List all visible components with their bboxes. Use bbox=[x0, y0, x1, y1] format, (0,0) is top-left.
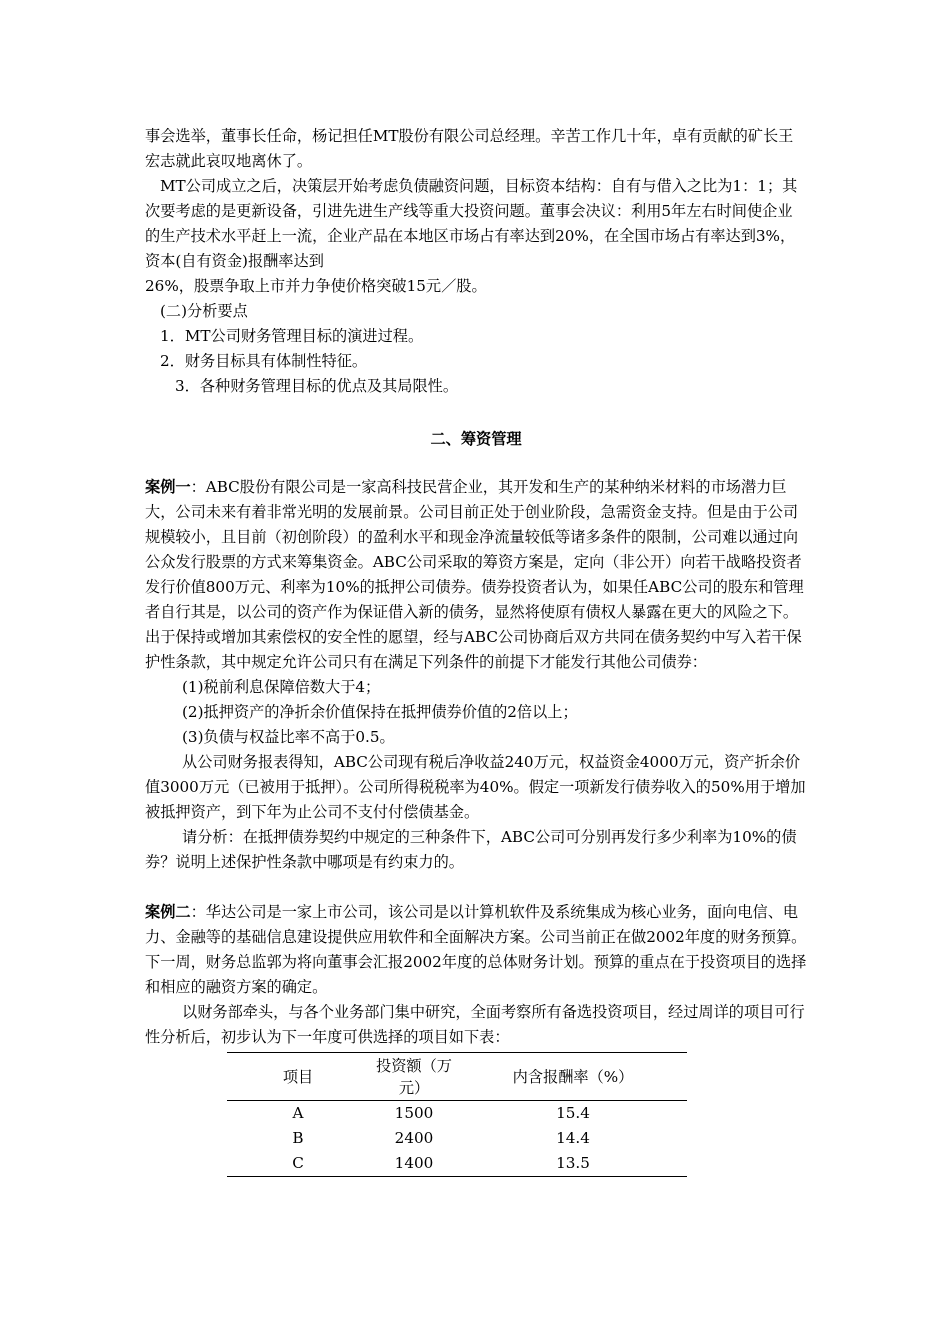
table-cell: B bbox=[292, 1129, 304, 1147]
case-2-label: 案例二 bbox=[145, 903, 191, 921]
case-1-intro bbox=[145, 475, 807, 675]
analysis-title: (二)分析要点 bbox=[160, 302, 248, 320]
section-heading: 二、筹资管理 bbox=[430, 430, 522, 448]
case-1-detail: 从公司财务报表得知，ABC公司现有税后净收益240万元，权益资金4000万元，资产折余价值3000万元（已被用于抵押）。公司所得税税率为40%。假定一项新发行债券收入的50%用于增加被抵押资产，到下年为止公司不支付付偿债基金。 bbox=[145, 753, 806, 821]
paragraph-1: 事会选举，董事长任命，杨记担任MT股份有限公司总经理。辛苦工作几十年，卓有贡献的矿长王宏志就此哀叹地离休了。 bbox=[145, 127, 794, 170]
document-page bbox=[145, 124, 807, 1177]
table-header-project: 项目 bbox=[227, 1053, 369, 1101]
analysis-point-2: 2．财务目标具有体制性特征。 bbox=[160, 352, 368, 370]
project-table bbox=[227, 1052, 687, 1177]
table-cell: 14.4 bbox=[556, 1129, 590, 1147]
case-1-text: ：ABC股份有限公司是一家高科技民营企业，其开发和生产的某种纳米材料的市场潜力巨大，公司未来有着非常光明的发展前景。公司目前正处于创业阶段，急需资金支持。但是由于公司规模较小，且目前（初创阶段）的盈利水平和现金净流量较低等诸多条件的限制，公司难以通过向公众发行股票的方式来筹集资金。ABC公司采取的筹资方案是，定向（非公开）向若干战略投资者发行价值800万元、利率为10%的抵押公司债券。债券投资者认为，如果任ABC公司的股东和管理者自行其是，以公司的资产作为保证借入新的债务，显然将使原有债权人暴露在更大的风险之下。出于保持或增加其索偿权的安全性的愿望，经与ABC公司协商后双方共同在债务契约中写入若干保护性条款，其中规定允许公司只有在满足下列条件的前提下才能发行其他公司债券： bbox=[145, 478, 804, 671]
case-2-text: ：华达公司是一家上市公司，该公司是以计算机软件及系统集成为核心业务，面向电信、电力、金融等的基础信息建设提供应用软件和全面解决方案。公司当前正在做2002年度的财务预算。下一周，财务总监郭为将向董事会汇报2002年度的总体财务计划。预算的重点在于投资项目的选择和相应的融资方案的确定。 bbox=[145, 903, 807, 996]
case-1-label: 案例一 bbox=[145, 478, 191, 496]
table-header-investment: 投资额（万元） bbox=[369, 1053, 459, 1101]
spacer bbox=[145, 875, 807, 900]
table-cell: 15.4 bbox=[556, 1104, 590, 1122]
table-cell: A bbox=[292, 1104, 304, 1122]
case-2-text-2: 以财务部牵头，与各个业务部门集中研究，全面考察所有备选投资项目，经过周详的项目可行性分析后，初步认为下一年度可供选择的项目如下表： bbox=[145, 1003, 805, 1046]
case-1-condition-1: (1)税前利息保障倍数大于4； bbox=[182, 678, 381, 696]
table-row bbox=[227, 1126, 687, 1151]
table-row bbox=[227, 1101, 687, 1127]
case-1-question: 请分析：在抵押债券契约中规定的三种条件下，ABC公司可分别再发行多少利率为10%的债券？说明上述保护性条款中哪项是有约束力的。 bbox=[145, 828, 797, 871]
case-1-condition-2: (2)抵押资产的净折余价值保持在抵押债券价值的2倍以上； bbox=[182, 703, 578, 721]
paragraph-2-main: MT公司成立之后，决策层开始考虑负债融资问题，目标资本结构：自有与借入之比为1：1；其次要考虑的是更新设备，引进先进生产线等重大投资问题。董事会决议：利用5年左右时间使企业的生产技术水平赶上一流，企业产品在本地区市场占有率达到20%，在全国市场占有率达到3%，资本(自有资金)报酬率达到 bbox=[145, 177, 798, 270]
paragraph-2 bbox=[145, 174, 807, 299]
table-header-row bbox=[227, 1053, 687, 1101]
table-header-irr: 内含报酬率（%） bbox=[459, 1053, 687, 1101]
case-1-condition-3: (3)负债与权益比率不高于0.5。 bbox=[182, 728, 395, 746]
paragraph-2-tail: 26%，股票争取上市并力争使价格突破15元／股。 bbox=[145, 277, 487, 295]
table-cell: 13.5 bbox=[459, 1151, 687, 1177]
analysis-point-3: 3．各种财务管理目标的优点及其局限性。 bbox=[175, 377, 459, 395]
table-cell: C bbox=[227, 1151, 369, 1177]
case-2-intro bbox=[145, 900, 807, 1000]
project-table-wrapper bbox=[227, 1052, 687, 1177]
table-cell: 2400 bbox=[394, 1129, 434, 1147]
table-row bbox=[227, 1151, 687, 1177]
analysis-point-1: 1．MT公司财务管理目标的演进过程。 bbox=[160, 327, 424, 345]
table-cell: 1400 bbox=[369, 1151, 459, 1177]
table-cell: 1500 bbox=[394, 1104, 434, 1122]
